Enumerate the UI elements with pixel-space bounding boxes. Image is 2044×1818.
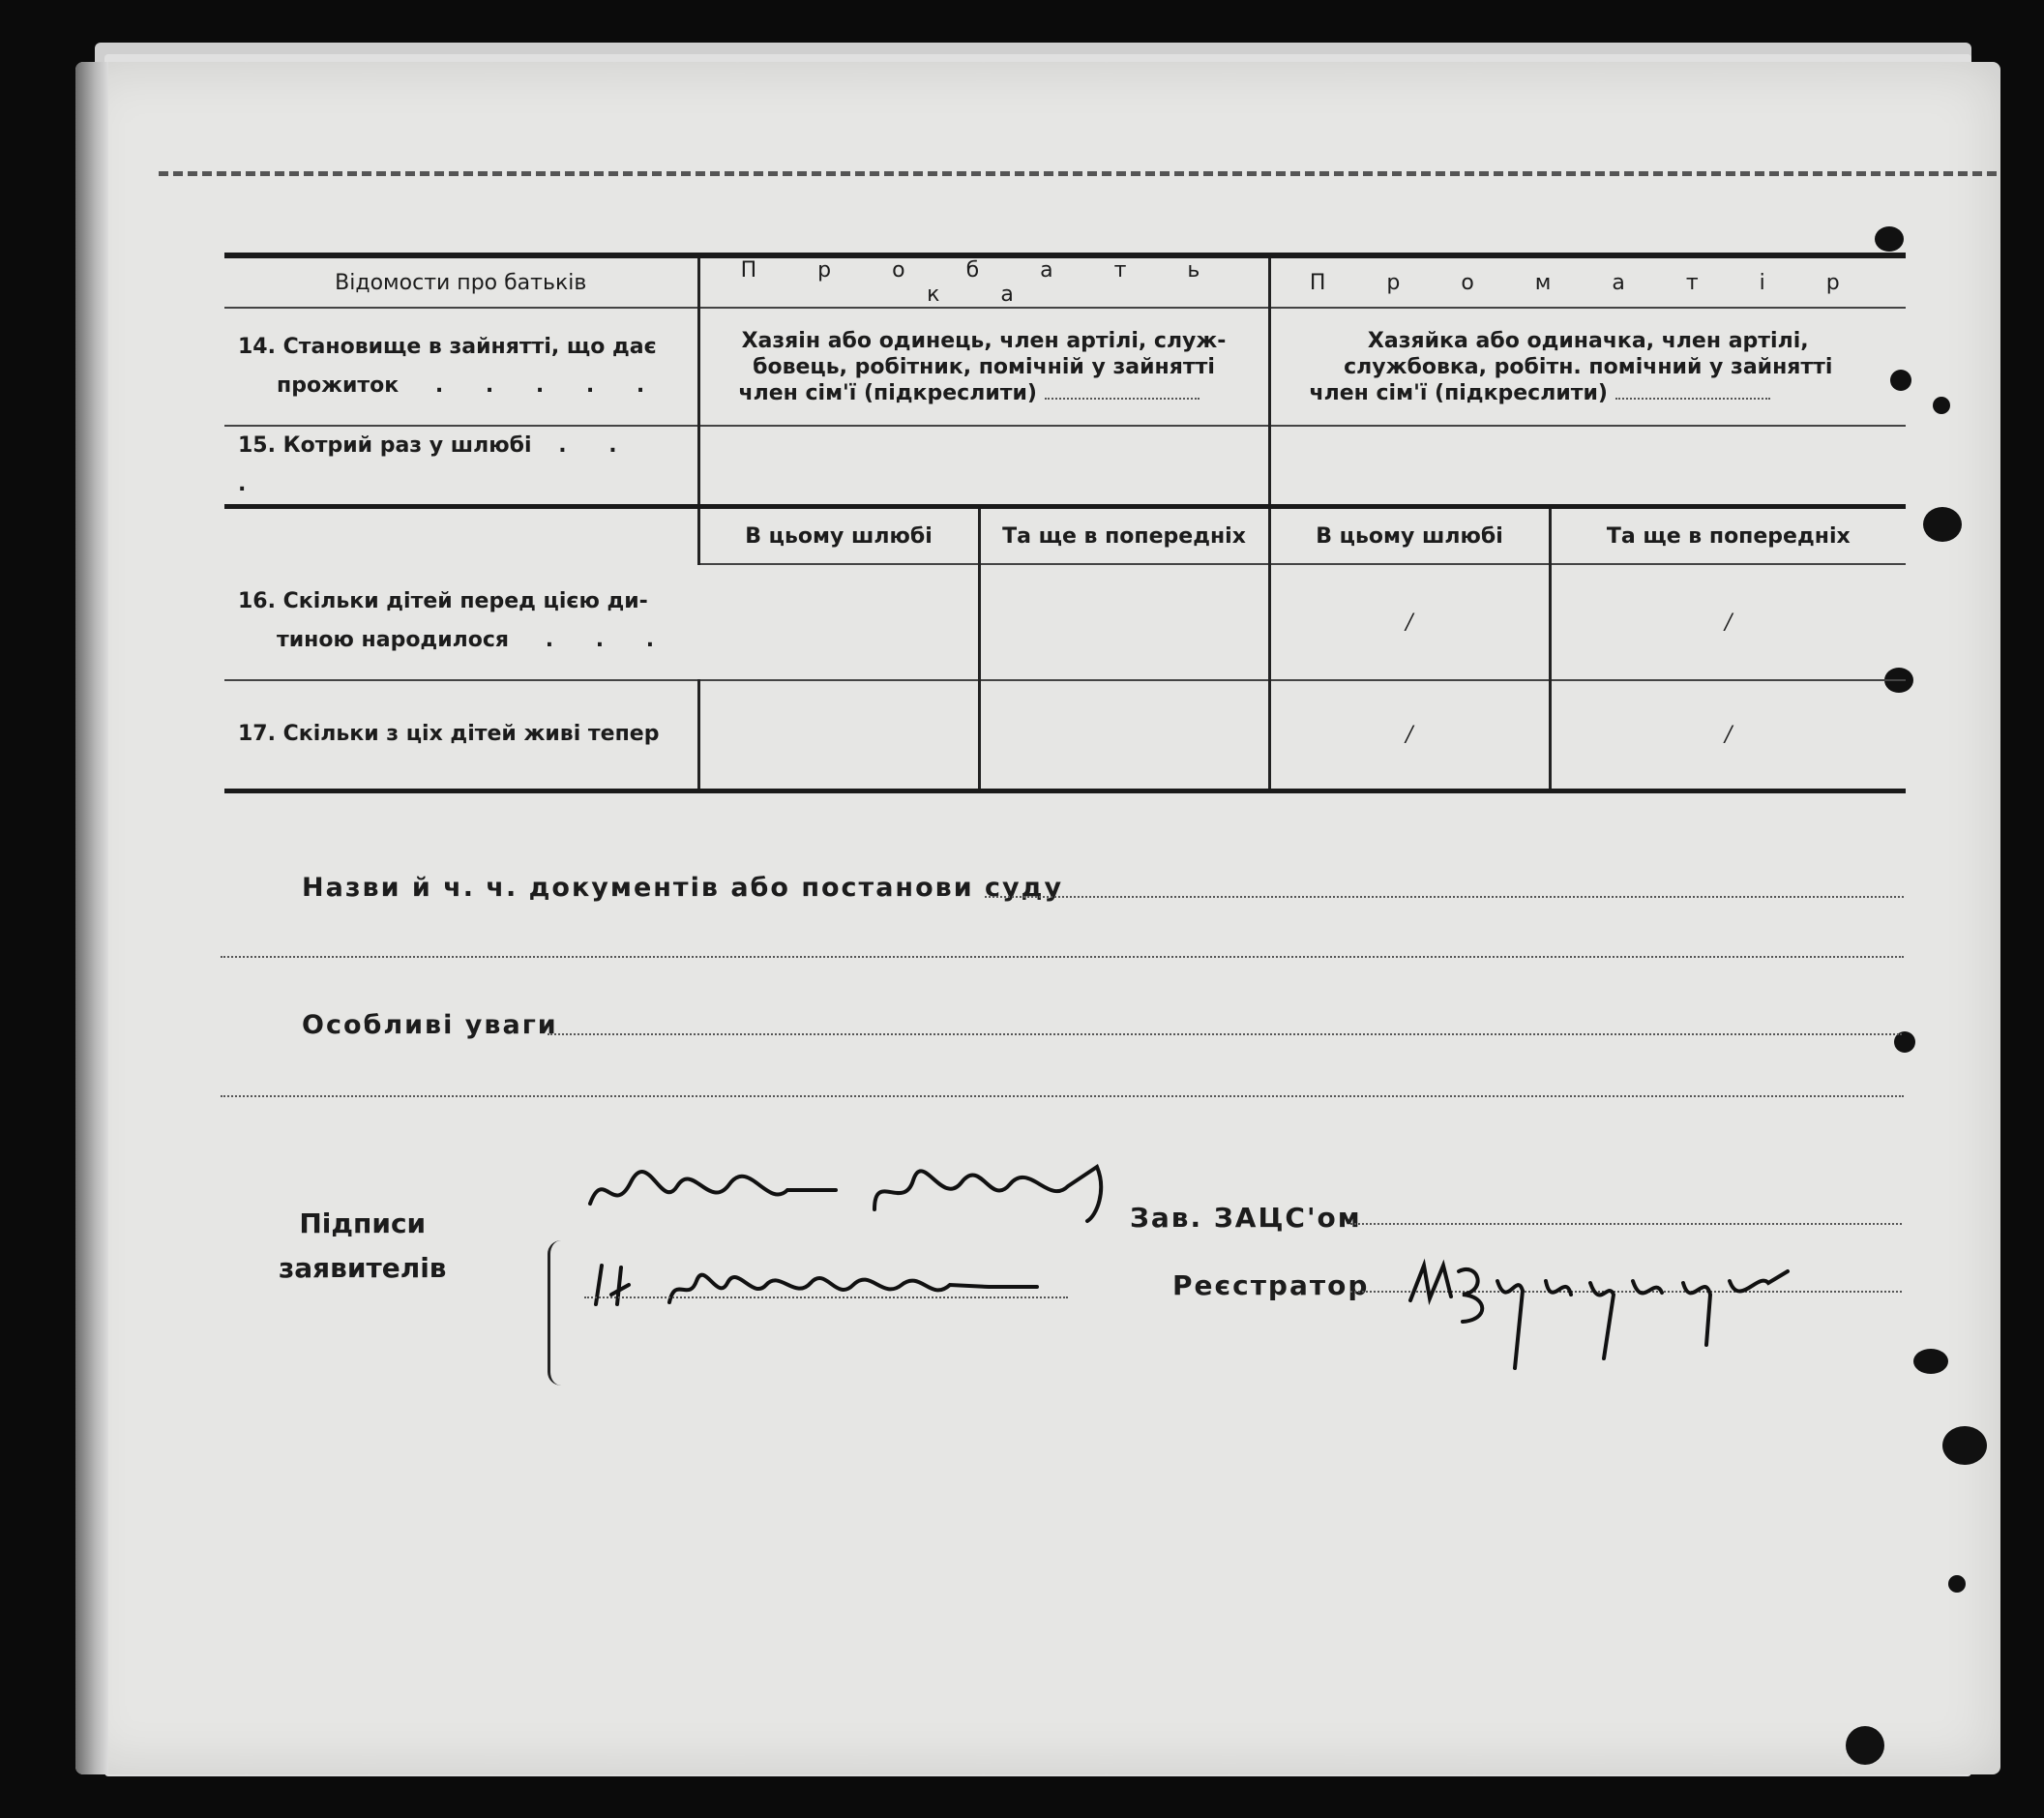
applicant-signature-line bbox=[584, 1296, 1068, 1298]
children-subheader-row bbox=[224, 507, 1906, 565]
row-15-label bbox=[224, 426, 698, 507]
row-16-mother-current[interactable]: / bbox=[1269, 564, 1550, 680]
worn-left-edge bbox=[75, 62, 108, 1774]
row-14-dots: . . . . . bbox=[434, 373, 663, 398]
notes-line-2[interactable] bbox=[221, 1095, 1904, 1097]
header-about-father: П р о б а т ь к а bbox=[698, 255, 1269, 308]
applicants-label-line1: Підписи bbox=[299, 1207, 427, 1239]
row-14-label-line2: прожиток bbox=[277, 373, 400, 398]
row-16-label-line1: 16. Скільки дітей перед цією ди- bbox=[238, 589, 648, 613]
registry-head-signature-line[interactable] bbox=[1350, 1223, 1902, 1225]
registrar-label: Реєстратор bbox=[1172, 1269, 1370, 1301]
mother-previous-marriages-header: Та ще в попередніх bbox=[1550, 507, 1906, 565]
row-17-father-previous[interactable] bbox=[979, 680, 1269, 790]
row-15-dots: . . . bbox=[238, 433, 635, 496]
header-parents-info: Відомости про батьків bbox=[224, 255, 698, 308]
punch-hole bbox=[1846, 1726, 1884, 1765]
documents-line-2[interactable] bbox=[221, 956, 1904, 958]
punch-hole bbox=[1942, 1426, 1987, 1465]
documents-label: Назви й ч. ч. документів або постанови суду bbox=[302, 873, 1064, 903]
row-15-father-value[interactable] bbox=[698, 426, 1269, 507]
row-16-father-current[interactable] bbox=[698, 564, 979, 680]
row-14-father-options[interactable] bbox=[698, 308, 1269, 426]
row-16-label-line2: тиною народилося bbox=[277, 628, 510, 652]
applicants-brace bbox=[548, 1240, 568, 1386]
row-15-label-text: 15. Котрий раз у шлюбі bbox=[238, 433, 532, 458]
parents-info-table bbox=[224, 253, 1906, 793]
row-17-label: 17. Скільки з ціх дітей живі тепер bbox=[224, 680, 698, 790]
father-previous-marriages-header: Та ще в попередніх bbox=[979, 507, 1269, 565]
row-17-children-living bbox=[224, 680, 1906, 790]
punch-hole bbox=[1875, 226, 1904, 252]
row-16-father-previous[interactable] bbox=[979, 564, 1269, 680]
row-17-mother-previous[interactable]: / bbox=[1550, 680, 1906, 790]
row-17-mother-current[interactable]: / bbox=[1269, 680, 1550, 790]
punch-hole bbox=[1913, 1349, 1948, 1374]
document-page bbox=[75, 62, 2000, 1774]
row-14-mother-options[interactable] bbox=[1269, 308, 1906, 426]
applicants-label-line2: заявителів bbox=[279, 1252, 447, 1284]
registrar-signature[interactable] bbox=[1401, 1252, 1807, 1387]
registry-head-label: Зав. ЗАЦС'ом bbox=[1130, 1202, 1362, 1234]
row-16-mother-previous[interactable]: / bbox=[1550, 564, 1906, 680]
row-16-label bbox=[224, 507, 698, 681]
row-14-occupation-status bbox=[224, 308, 1906, 426]
perforation-line bbox=[159, 171, 1997, 176]
applicant-signature-1[interactable] bbox=[584, 1161, 1126, 1229]
row-15-marriage-count bbox=[224, 426, 1906, 507]
mother-options-line3: член сім'ї (підкреслити) bbox=[1309, 380, 1608, 405]
punch-hole bbox=[1923, 507, 1962, 542]
punch-hole bbox=[1948, 1575, 1966, 1593]
father-options-line1: Хазяін або одинець, член артілі, служ- bbox=[741, 328, 1227, 353]
mother-current-marriage-header: В цьому шлюбі bbox=[1269, 507, 1550, 565]
row-14-label bbox=[224, 308, 698, 426]
documents-line-1[interactable] bbox=[985, 896, 1904, 898]
header-about-mother: П р о м а т і р bbox=[1269, 255, 1906, 308]
row-15-mother-value[interactable] bbox=[1269, 426, 1906, 507]
row-16-dots: . . . bbox=[545, 628, 672, 652]
mother-options-line2: службовка, робітн. помічний у зайнятті bbox=[1344, 354, 1833, 379]
mother-options-line1: Хазяйка або одиначка, член артілі, bbox=[1367, 328, 1809, 353]
applicants-signature-label bbox=[279, 1202, 447, 1291]
father-current-marriage-header: В цьому шлюбі bbox=[698, 507, 979, 565]
row-17-father-current[interactable] bbox=[698, 680, 979, 790]
applicant-signature-2[interactable] bbox=[582, 1256, 1066, 1316]
father-options-line2: бовець, робітник, помічній у зайнятті bbox=[753, 354, 1215, 379]
notes-label: Особливі уваги bbox=[302, 1010, 558, 1040]
notes-line-1[interactable] bbox=[548, 1033, 1902, 1035]
row-14-label-line1: 14. Становище в зайнятті, що дає bbox=[238, 335, 657, 359]
punch-hole bbox=[1933, 397, 1950, 414]
father-options-line3: член сім'ї (підкреслити) bbox=[738, 380, 1037, 405]
